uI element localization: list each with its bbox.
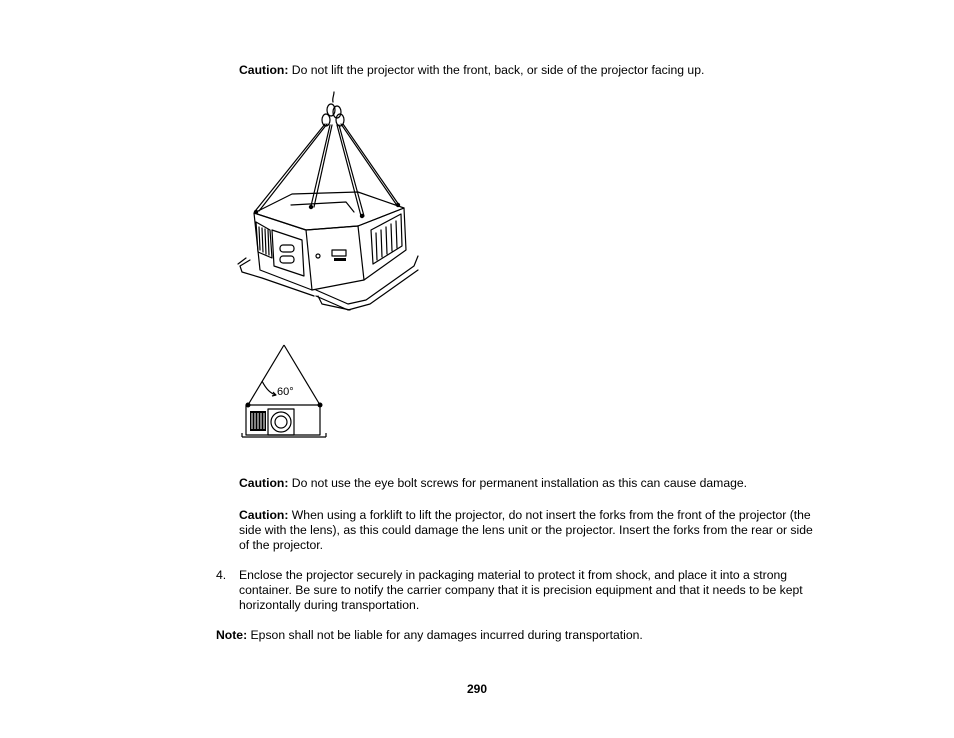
caution-label: Caution: — [239, 476, 289, 490]
caution-label: Caution: — [239, 63, 289, 77]
caution-forklift — [239, 508, 824, 553]
note-label: Note: — [216, 628, 248, 642]
caution-text: When using a forklift to lift the projector, do not insert the forks from the front of the projector (the side with the lens), as this could damage the lens unit or the projector. Insert the forks from the rear or side of the projector. — [239, 508, 813, 552]
caution-lift-orientation — [239, 63, 839, 78]
caution-label: Caution: — [239, 508, 289, 522]
caution-text: Do not lift the projector with the front, back, or side of the projector facing up. — [288, 63, 705, 77]
caution-eye-bolt — [239, 476, 839, 491]
caution-text: Do not use the eye bolt screws for permanent installation as this can cause damage. — [288, 476, 748, 490]
sling-angle-illustration — [240, 343, 330, 443]
note-text: Epson shall not be liable for any damages incurred during transportation. — [247, 628, 643, 642]
note-liability — [216, 628, 816, 643]
step-number: 4. — [216, 568, 227, 582]
page-number: 290 — [466, 682, 488, 696]
angle-label: 60° — [277, 386, 294, 398]
projector-hanging-illustration — [236, 90, 426, 316]
step-text: Enclose the projector securely in packaging material to protect it from shock, and place it into a strong container. Be sure to notify the carrier company that it is precision equipment and that it needs to be kept horizontally during transportation. — [239, 568, 803, 612]
